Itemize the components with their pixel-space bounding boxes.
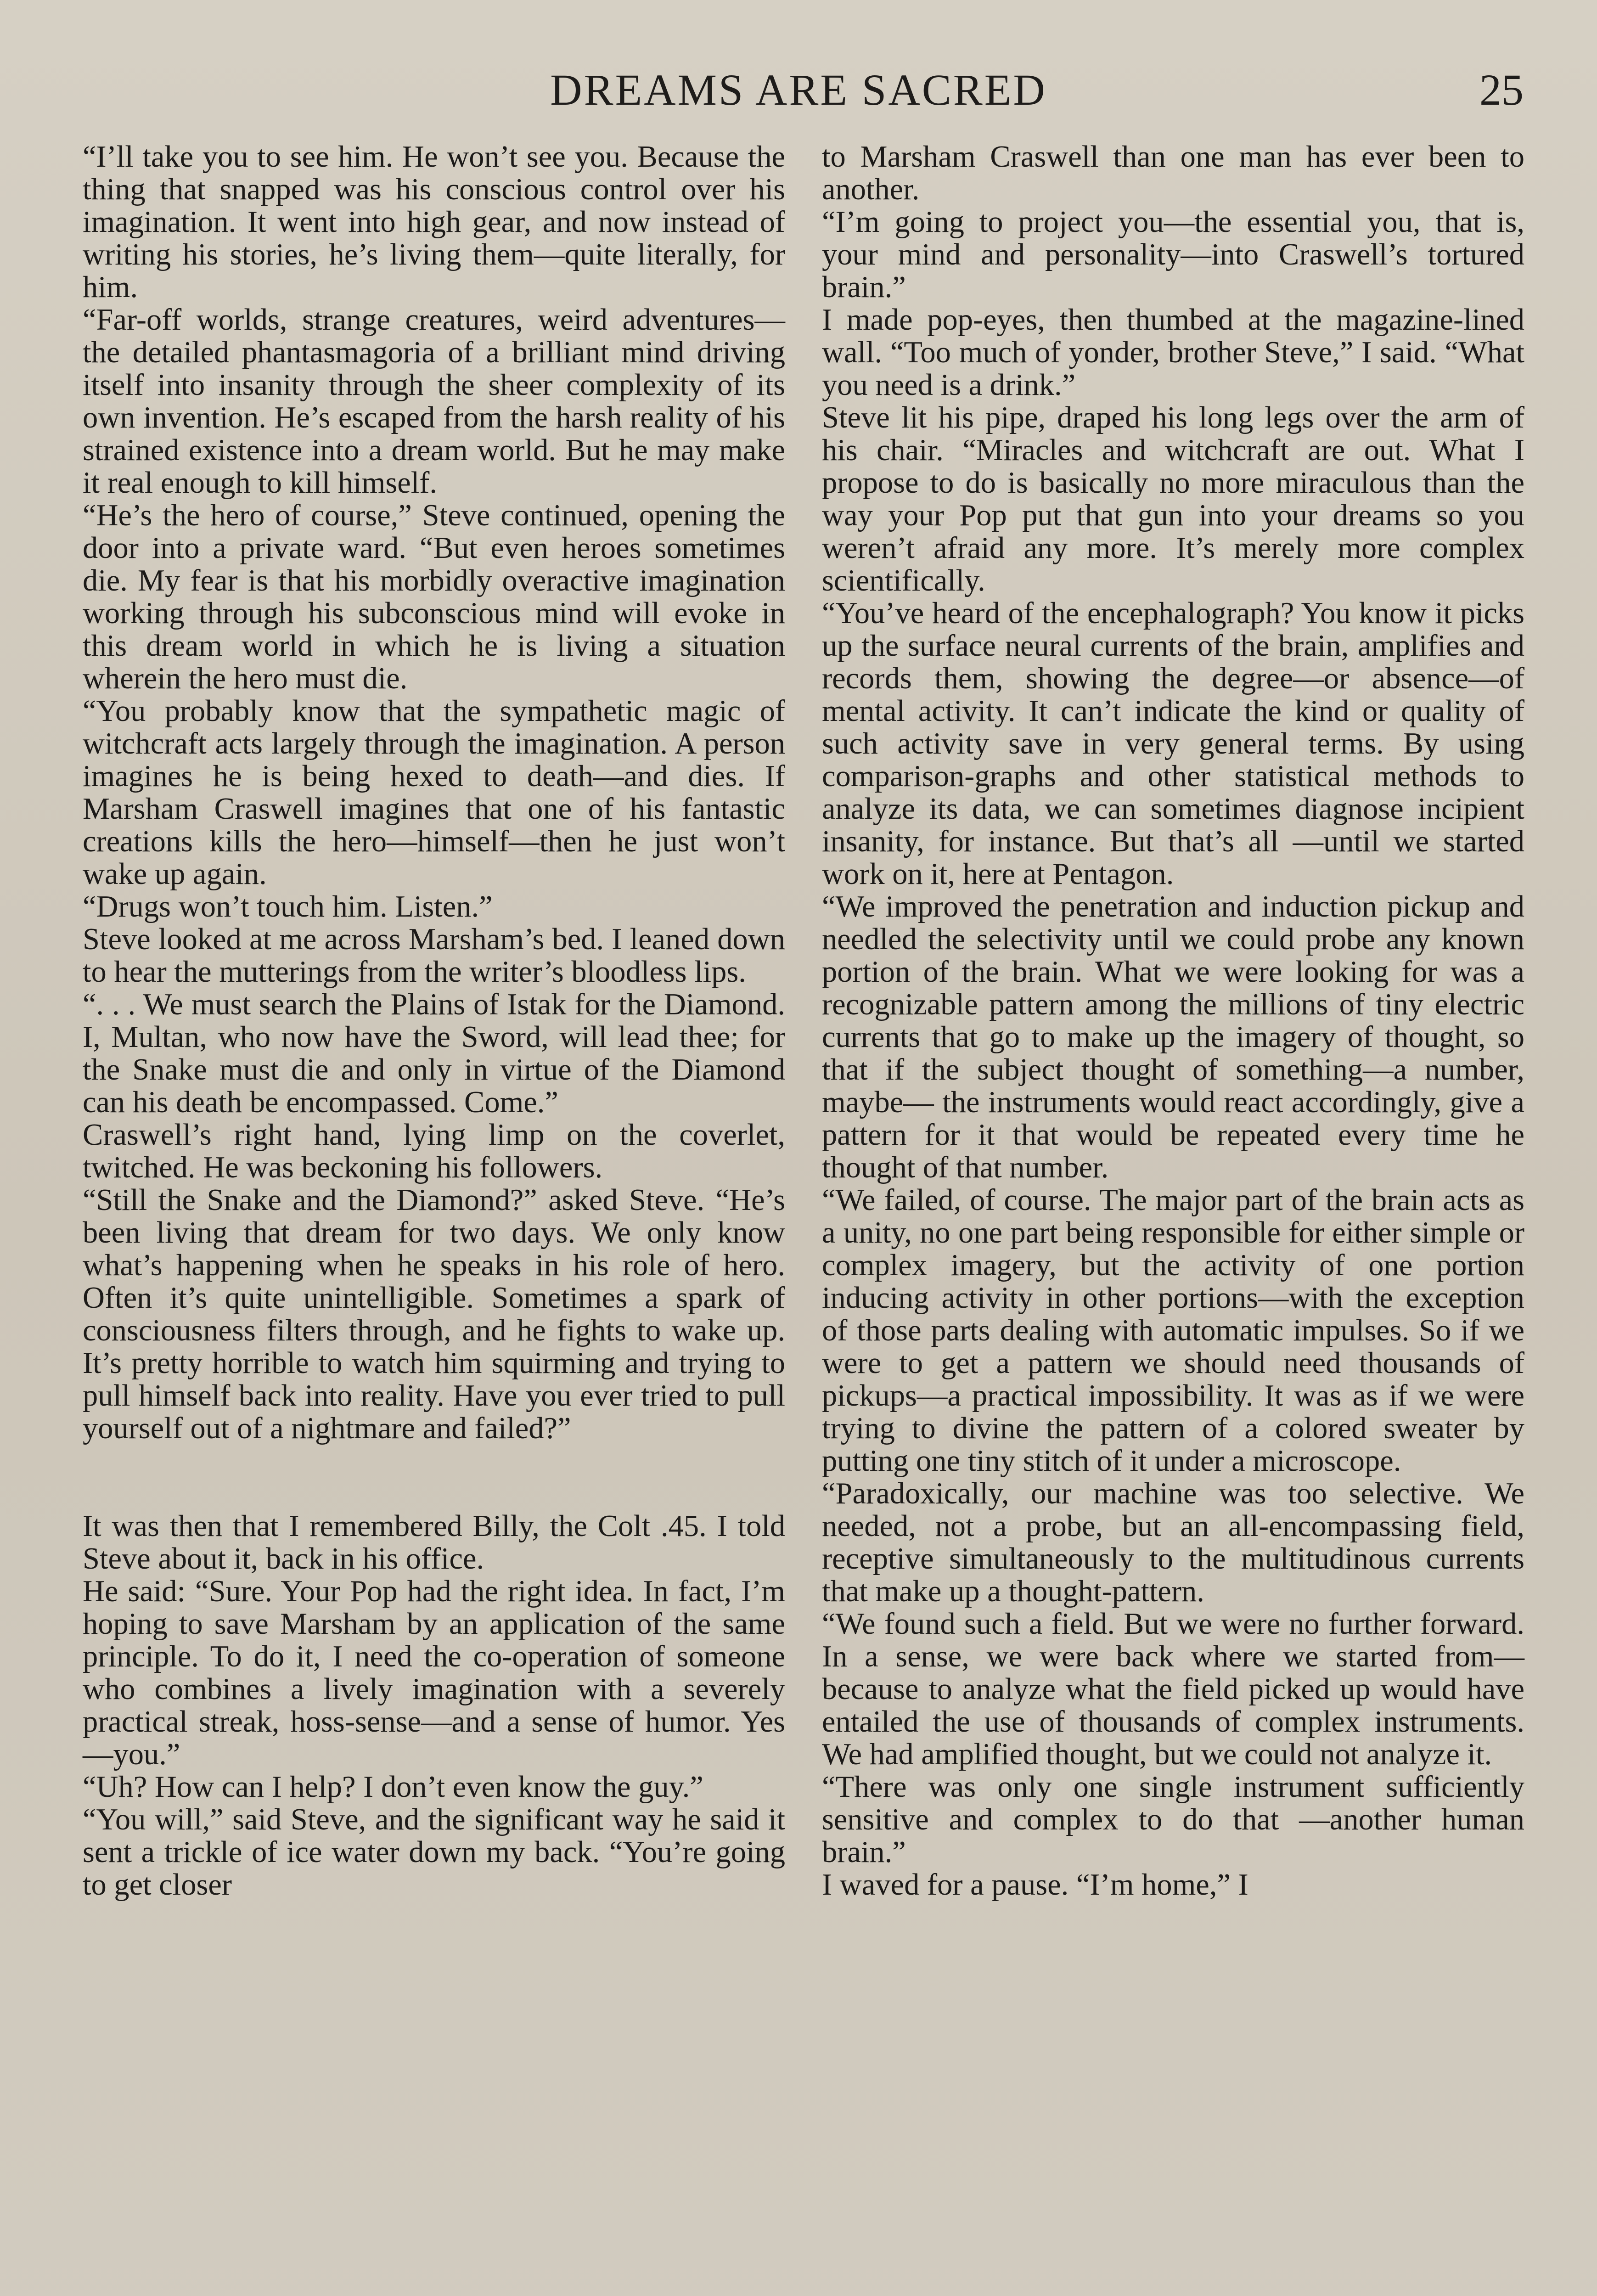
paragraph: He said: “Sure. Your Pop had the right idea. In fact, I’m hoping to save Marsham by an application of the same principle. To do it, I need the co-operation of someone who combines a lively imagination with a severely practical streak, hoss-sense—and a sense of humor. Yes—you.” bbox=[83, 1575, 785, 1771]
paragraph: “We found such a field. But we were no further forward. In a sense, we were back where we started from—because to analyze what the field picked up would have entailed the use of thousands of complex instruments. We had amplified thought, but we could not analyze it. bbox=[822, 1607, 1524, 1771]
page-header bbox=[0, 64, 1597, 133]
paragraph: to Marsham Craswell than one man has ever been to another. bbox=[822, 140, 1524, 206]
paragraph: “We failed, of course. The major part of the brain acts as a unity, no one part being responsible for either simple or complex imagery, but the activity of one portion inducing activity in other portions—with the exception of those parts dealing with automatic impulses. So if we were to get a pattern we should need thousands of pickups—a practical impossibility. It was as if we were trying to divine the pattern of a colored sweater by putting one tiny stitch of it under a microscope. bbox=[822, 1183, 1524, 1478]
paragraph: “Far-off worlds, strange creatures, weird adventures—the detailed phantasmagoria of a brilliant mind driving itself into insanity through the sheer complexity of its own invention. He’s escaped from the harsh reality of his strained existence into a dream world. But he may make it real enough to kill himself. bbox=[83, 303, 785, 500]
paragraph: I made pop-eyes, then thumbed at the magazine-lined wall. “Too much of yonder, brother Steve,” I said. “What you need is a drink.” bbox=[822, 303, 1524, 402]
paragraph: “Drugs won’t touch him. Listen.” bbox=[83, 890, 493, 923]
paragraph: I waved for a pause. “I’m home,” I bbox=[822, 1868, 1248, 1902]
paragraph: Steve lit his pipe, draped his long legs over the arm of his chair. “Miracles and witchcraft are out. What I propose to do is basically no more miraculous than the way your Pop put that gun into your dreams so you weren’t afraid any more. It’s merely more complex scientifically. bbox=[822, 401, 1524, 597]
paragraph: Steve looked at me across Marsham’s bed. I leaned down to hear the mutterings from the writer’s bloodless lips. bbox=[83, 923, 785, 989]
page-number: 25 bbox=[1479, 65, 1524, 114]
paragraph: “I’ll take you to see him. He won’t see you. Because the thing that snapped was his conscious control over his imagination. It went into high gear, and now instead of writing his stories, he’s living them—quite literally, for him. bbox=[83, 140, 785, 304]
paragraph: “You’ve heard of the encephalograph? You know it picks up the surface neural currents of the brain, amplifies and records them, showing the degree—or absence—of mental activity. It can’t indicate the kind or quality of such activity save in very general terms. By using comparison-graphs and other statistical methods to analyze its data, we can sometimes diagnose incipient insanity, for instance. But that’s all —until we started work on it, here at Pentagon. bbox=[822, 597, 1524, 891]
paragraph: “. . . We must search the Plains of Istak for the Diamond. I, Multan, who now have the Sword, will lead thee; for the Snake must die and only in virtue of the Diamond can his death be encompassed. Come.” bbox=[83, 988, 785, 1119]
paragraph: “Still the Snake and the Diamond?” asked Steve. “He’s been living that dream for two days. We only know what’s happening when he speaks in his role of hero. Often it’s quite unintelligible. Sometimes a spark of consciousness filters through, and he fights to wake up. It’s pretty horrible to watch him squirming and trying to pull himself back into reality. Have you ever tried to pull yourself out of a nightmare and failed?” bbox=[83, 1183, 785, 1445]
right-text-column bbox=[822, 141, 1524, 1901]
paragraph: “There was only one single instrument sufficiently sensitive and complex to do that —another human brain.” bbox=[822, 1770, 1524, 1869]
paragraph: “We improved the penetration and induction pickup and needled the selectivity until we could probe any known portion of the brain. What we were looking for was a recognizable pattern among the millions of tiny electric currents that go to make up the imagery of thought, so that if the subject thought of something—a number, maybe— the instruments would react accordingly, give a pattern for it that would be repeated every time he thought of that number. bbox=[822, 890, 1524, 1184]
paragraph: Craswell’s right hand, lying limp on the coverlet, twitched. He was beckoning his followers. bbox=[83, 1118, 785, 1184]
left-text-column bbox=[83, 141, 785, 1901]
paragraph: “Uh? How can I help? I don’t even know the guy.” bbox=[83, 1770, 703, 1804]
paragraph: “Paradoxically, our machine was too selective. We needed, not a probe, but an all-encompassing field, receptive simultaneously to the multitudinous currents that make up a thought-pattern. bbox=[822, 1477, 1524, 1608]
paragraph: “He’s the hero of course,” Steve continued, opening the door into a private ward. “But even heroes sometimes die. My fear is that his morbidly overactive imagination working through his subconscious mind will evoke in this dream world in which he is living a situation wherein the hero must die. bbox=[83, 499, 785, 695]
paragraph: “You will,” said Steve, and the significant way he said it sent a trickle of ice water down my back. “You’re going to get closer bbox=[83, 1803, 785, 1902]
paragraph: It was then that I remembered Billy, the Colt .45. I told Steve about it, back in his office. bbox=[83, 1509, 785, 1576]
running-title: DREAMS ARE SACRED bbox=[550, 65, 1047, 114]
paragraph: “I’m going to project you—the essential you, that is, your mind and personality—into Craswell’s tortured brain.” bbox=[822, 205, 1524, 304]
paragraph: “You probably know that the sympathetic magic of witchcraft acts largely through the imagination. A person imagines he is being hexed to death—and dies. If Marsham Craswell imagines that one of his fantastic creations kills the hero—himself—then he just won’t wake up again. bbox=[83, 694, 785, 891]
